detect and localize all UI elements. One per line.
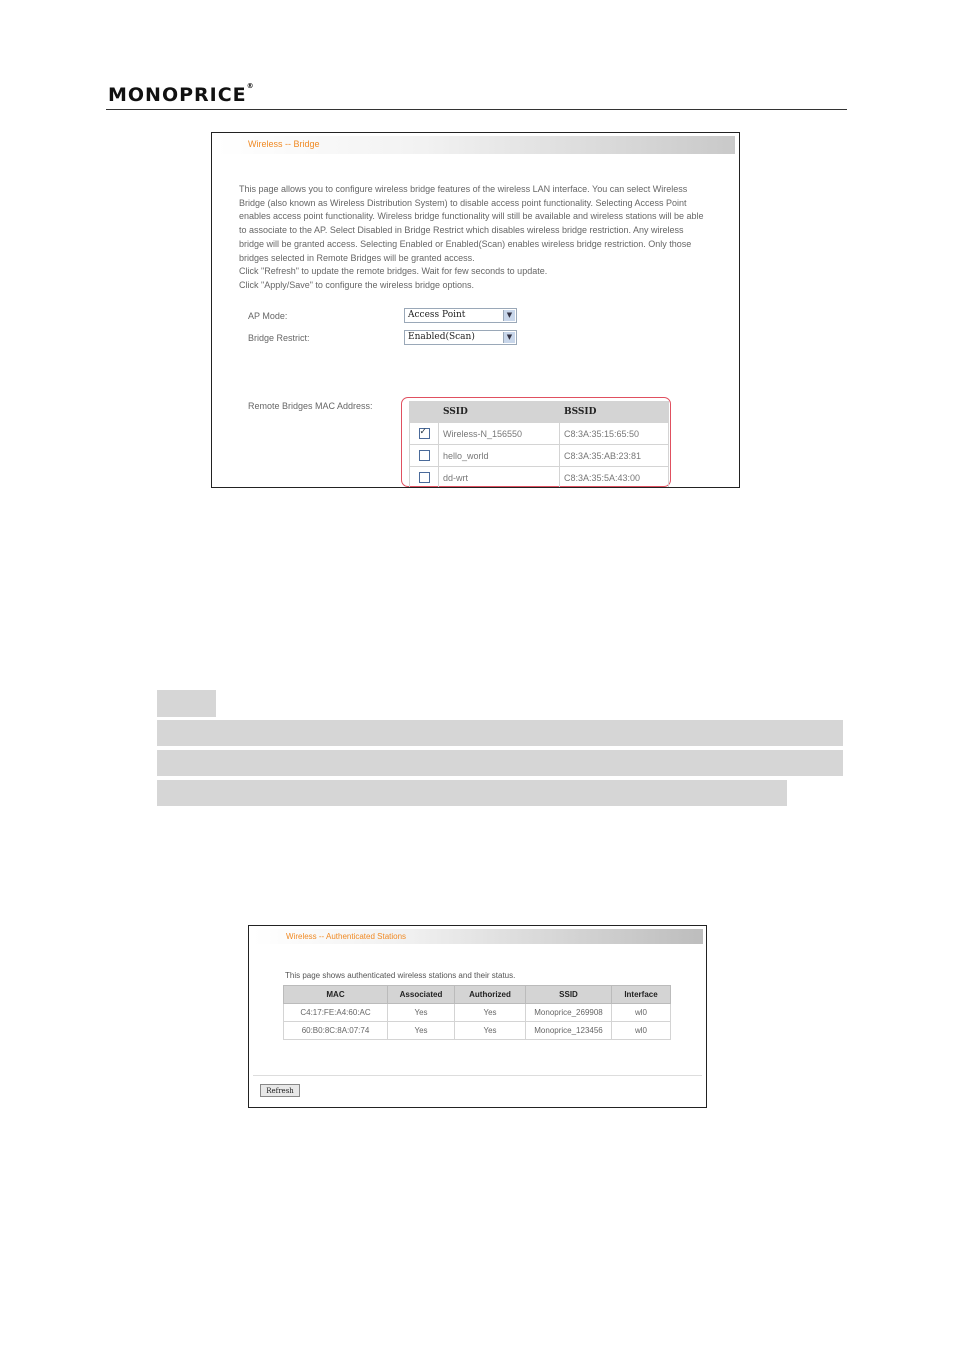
title-bar xyxy=(253,929,703,944)
interface-cell: wl0 xyxy=(612,1022,671,1040)
associated-cell: Yes xyxy=(388,1022,455,1040)
interface-cell: wl0 xyxy=(612,1004,671,1022)
divider xyxy=(253,1075,702,1076)
column-header-associated: Associated xyxy=(388,986,455,1004)
authorized-cell: Yes xyxy=(455,1004,526,1022)
ssid-cell: Monoprice_269908 xyxy=(526,1004,612,1022)
refresh-button[interactable]: Refresh xyxy=(260,1084,300,1097)
chevron-down-icon: ▼ xyxy=(503,332,515,343)
redacted-text-bar xyxy=(157,750,843,776)
stations-table xyxy=(283,985,671,1040)
remote-bridges-table xyxy=(409,401,669,488)
bridge-description: This page allows you to configure wireless bridge features of the wireless LAN interface. You can select Wireless Bridge (also known as Wireless Distribution System) to disable access point functionality. Selecting Access Point enables access point functionality. Wireless bridge functionality will still be available and wireless stations will be able to associate to the AP. Select Disabled in Bridge Restrict which disables wireless bridge restriction. Any wireless bridge will be granted access. Selecting Enabled or Enabled(Scan) enables wireless bridge restriction. Only those bridges selected in Remote Bridges will be granted access. Click "Refresh" to update the remote bridges. Wait for few seconds to update. Click "Apply/Save" to configure the wireless bridge options. xyxy=(239,184,704,290)
title-bar xyxy=(216,136,735,154)
page-title: Wireless -- Authenticated Stations xyxy=(286,932,407,941)
ssid-cell: dd-wrt xyxy=(439,467,560,489)
bssid-cell: C8:3A:35:15:65:50 xyxy=(560,423,669,445)
redacted-text-bar xyxy=(157,780,787,806)
ap-mode-label: AP Mode: xyxy=(248,311,288,321)
bridge-restrict-label: Bridge Restrict: xyxy=(248,333,310,343)
ssid-cell: Monoprice_123456 xyxy=(526,1022,612,1040)
wireless-bridge-screenshot xyxy=(211,132,740,488)
page-title: Wireless -- Bridge xyxy=(248,139,320,149)
authenticated-stations-screenshot xyxy=(248,925,707,1108)
column-header-bssid: BSSID xyxy=(560,402,669,423)
column-header-interface: Interface xyxy=(612,986,671,1004)
bridge-checkbox[interactable] xyxy=(419,450,430,461)
associated-cell: Yes xyxy=(388,1004,455,1022)
bssid-cell: C8:3A:35:5A:43:00 xyxy=(560,467,669,489)
authorized-cell: Yes xyxy=(455,1022,526,1040)
bridge-checkbox[interactable] xyxy=(419,428,430,439)
ap-mode-select[interactable]: Access Point ▼ xyxy=(404,308,517,323)
table-row xyxy=(284,1004,671,1022)
bridge-checkbox[interactable] xyxy=(419,472,430,483)
mac-cell: 60:B0:8C:8A:07:74 xyxy=(284,1022,388,1040)
bridge-restrict-select[interactable]: Enabled(Scan) ▼ xyxy=(404,330,517,345)
column-header-ssid: SSID xyxy=(439,402,560,423)
monoprice-logo: MONOPRICE® xyxy=(108,82,255,106)
chevron-down-icon: ▼ xyxy=(503,310,515,321)
ssid-cell: Wireless-N_156550 xyxy=(439,423,560,445)
column-header-authorized: Authorized xyxy=(455,986,526,1004)
remote-bridges-label: Remote Bridges MAC Address: xyxy=(248,401,373,411)
table-row xyxy=(410,445,669,467)
table-row xyxy=(410,467,669,489)
header-divider xyxy=(106,109,847,110)
redacted-text-bar xyxy=(157,720,843,746)
ssid-cell: hello_world xyxy=(439,445,560,467)
table-row xyxy=(284,1022,671,1040)
mac-cell: C4:17:FE:A4:60:AC xyxy=(284,1004,388,1022)
redacted-text-bar xyxy=(157,690,216,717)
column-header-ssid: SSID xyxy=(526,986,612,1004)
stations-description: This page shows authenticated wireless stations and their status. xyxy=(285,971,516,980)
bssid-cell: C8:3A:35:AB:23:81 xyxy=(560,445,669,467)
column-header-mac: MAC xyxy=(284,986,388,1004)
column-header-select xyxy=(410,402,439,423)
table-row xyxy=(410,423,669,445)
